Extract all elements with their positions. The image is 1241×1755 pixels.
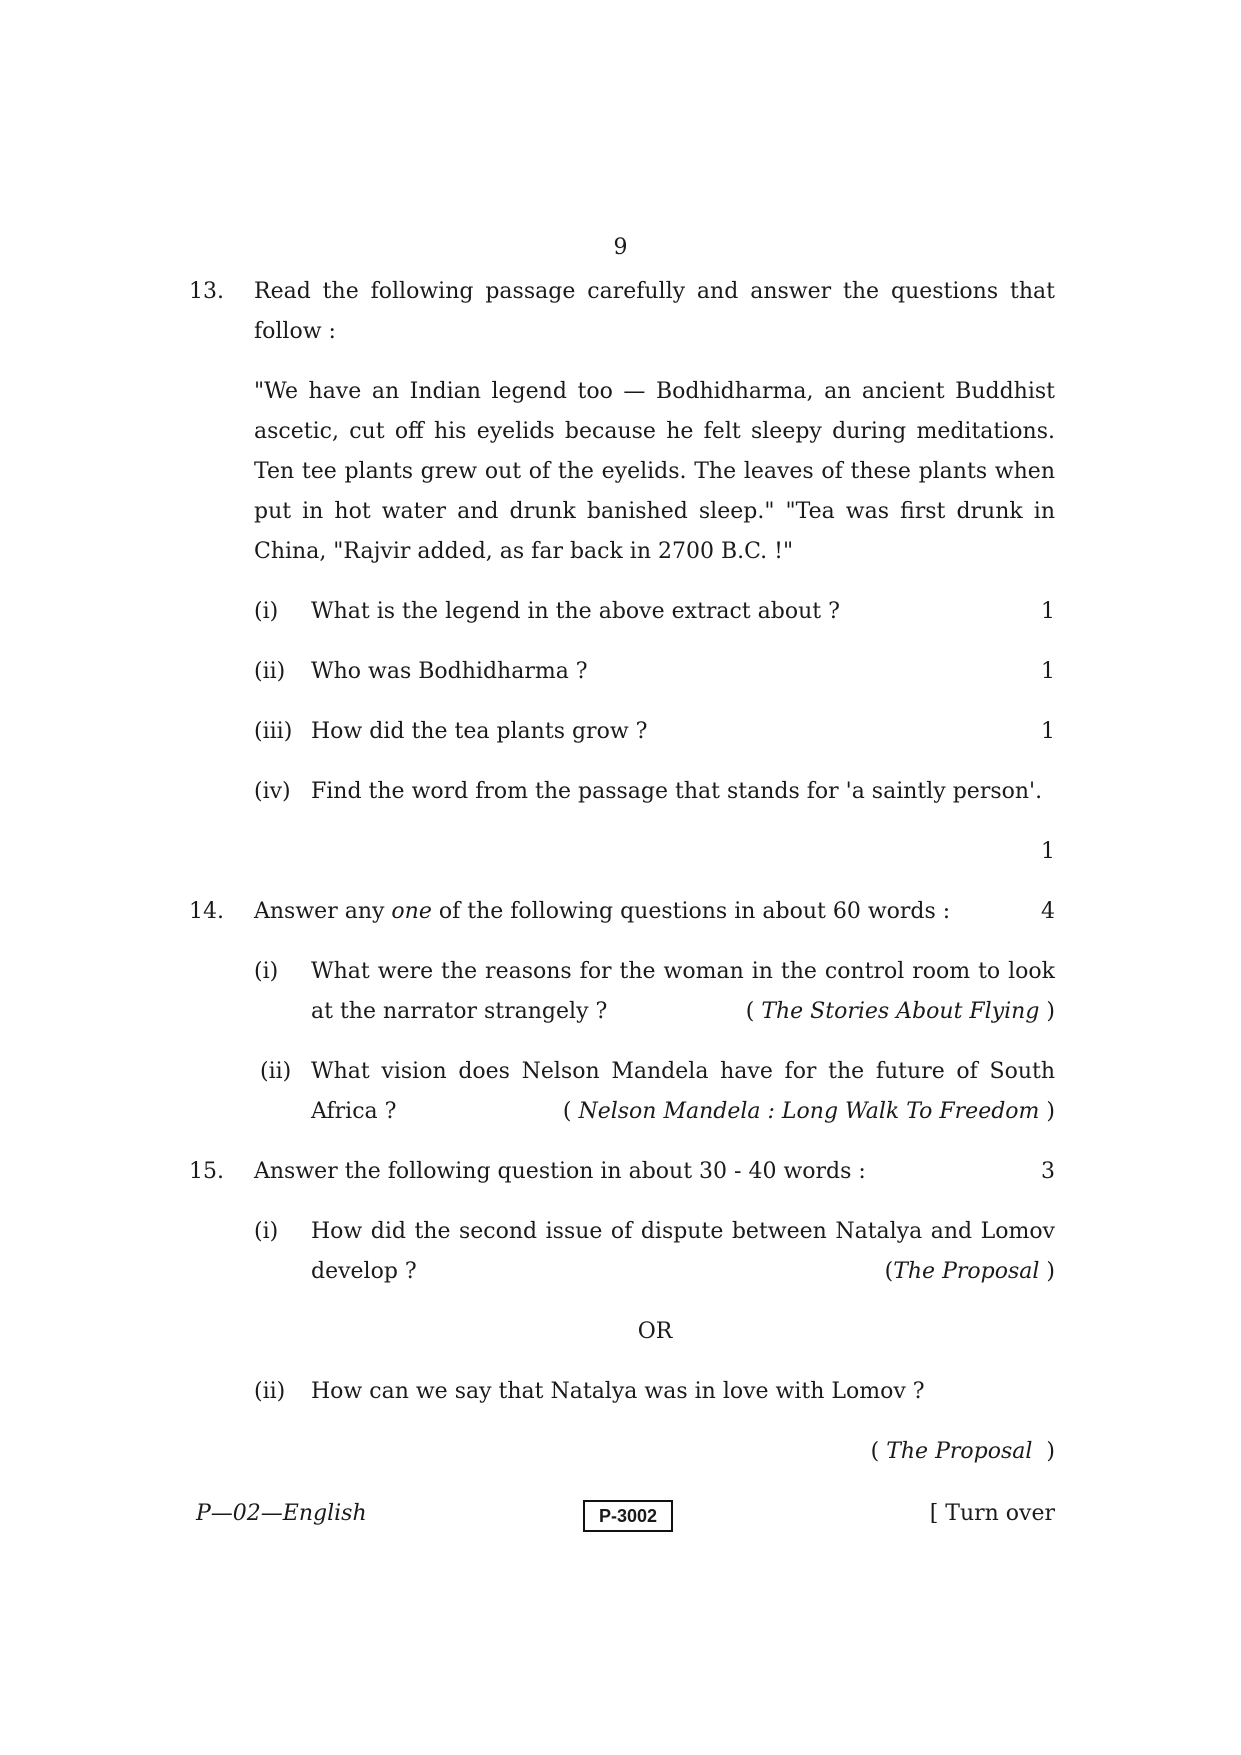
or-separator: OR	[637, 1319, 673, 1344]
sub-question-label: (i)	[254, 959, 279, 984]
marks: 4	[1041, 899, 1055, 924]
marks: 1	[1041, 599, 1055, 624]
source-title: The Stories About Flying	[761, 999, 1040, 1024]
marks: 1	[1041, 659, 1055, 684]
prompt-post: of the following questions in about 60 words :	[431, 899, 951, 924]
sub-question-text: What vision does Nelson Mandela have for the future of South	[311, 1059, 1055, 1084]
sub-question-label: (i)	[254, 1219, 279, 1244]
sub-question-text: How did the tea plants grow ?	[311, 719, 648, 744]
marks: 1	[1041, 839, 1055, 864]
sub-question-text-cont: Africa ?	[311, 1099, 397, 1124]
sub-question-text: How can we say that Natalya was in love with Lomov ?	[311, 1379, 925, 1404]
sub-question-text: How did the second issue of dispute between Natalya and Lomov	[311, 1219, 1055, 1244]
source-title: Nelson Mandela : Long Walk To Freedom	[578, 1099, 1040, 1124]
question-prompt	[254, 892, 950, 932]
passage-line: "We have an Indian legend too — Bodhidharma, an ancient Buddhist	[254, 379, 1055, 404]
source-title: The Proposal	[886, 1439, 1033, 1464]
sub-question-text: What were the reasons for the woman in the control room to look	[311, 959, 1055, 984]
marks: 3	[1041, 1159, 1055, 1184]
sub-question-label: (i)	[254, 599, 279, 624]
sub-question-label: (iii)	[254, 719, 293, 744]
sub-question-label: (ii)	[260, 1059, 292, 1084]
page-number: 9	[613, 235, 628, 260]
prompt-emphasis: one	[391, 899, 432, 924]
source-title: The Proposal	[893, 1259, 1040, 1284]
booklet-code-box: P-3002	[583, 1500, 673, 1532]
prompt-pre: Answer any	[254, 899, 392, 924]
sub-question-label: (ii)	[254, 1379, 286, 1404]
question-prompt: Answer the following question in about 30 - 40 words :	[254, 1159, 866, 1184]
question-prompt: Read the following passage carefully and answer the questions that	[254, 279, 1055, 304]
passage-line: put in hot water and drunk banished sleep." "Tea was first drunk in	[254, 499, 1055, 524]
question-number: 14.	[189, 899, 224, 924]
sub-question-label: (iv)	[254, 779, 291, 804]
passage-line: China, "Rajvir added, as far back in 2700 B.C. !"	[254, 539, 794, 564]
turn-over: [ Turn over	[929, 1501, 1055, 1526]
passage-line: ascetic, cut off his eyelids because he felt sleepy during meditations.	[254, 419, 1055, 444]
source-reference: ( The Proposal )	[870, 1439, 1055, 1464]
question-number: 15.	[189, 1159, 224, 1184]
source-reference: (The Proposal )	[884, 1259, 1055, 1284]
sub-question-text-cont: at the narrator strangely ?	[311, 999, 608, 1024]
sub-question-label: (ii)	[254, 659, 286, 684]
paper-code: P—02—English	[196, 1501, 367, 1526]
sub-question-text: Find the word from the passage that stands for 'a saintly person'.	[311, 779, 1043, 804]
marks: 1	[1041, 719, 1055, 744]
sub-question-text: Who was Bodhidharma ?	[311, 659, 588, 684]
question-number: 13.	[189, 279, 224, 304]
source-reference: ( The Stories About Flying )	[745, 999, 1055, 1024]
question-prompt-cont: follow :	[254, 319, 336, 344]
sub-question-text: What is the legend in the above extract about ?	[311, 599, 840, 624]
passage-line: Ten tee plants grew out of the eyelids. The leaves of these plants when	[254, 459, 1055, 484]
sub-question-text-cont: develop ?	[311, 1259, 417, 1284]
source-reference: ( Nelson Mandela : Long Walk To Freedom )	[562, 1099, 1055, 1124]
